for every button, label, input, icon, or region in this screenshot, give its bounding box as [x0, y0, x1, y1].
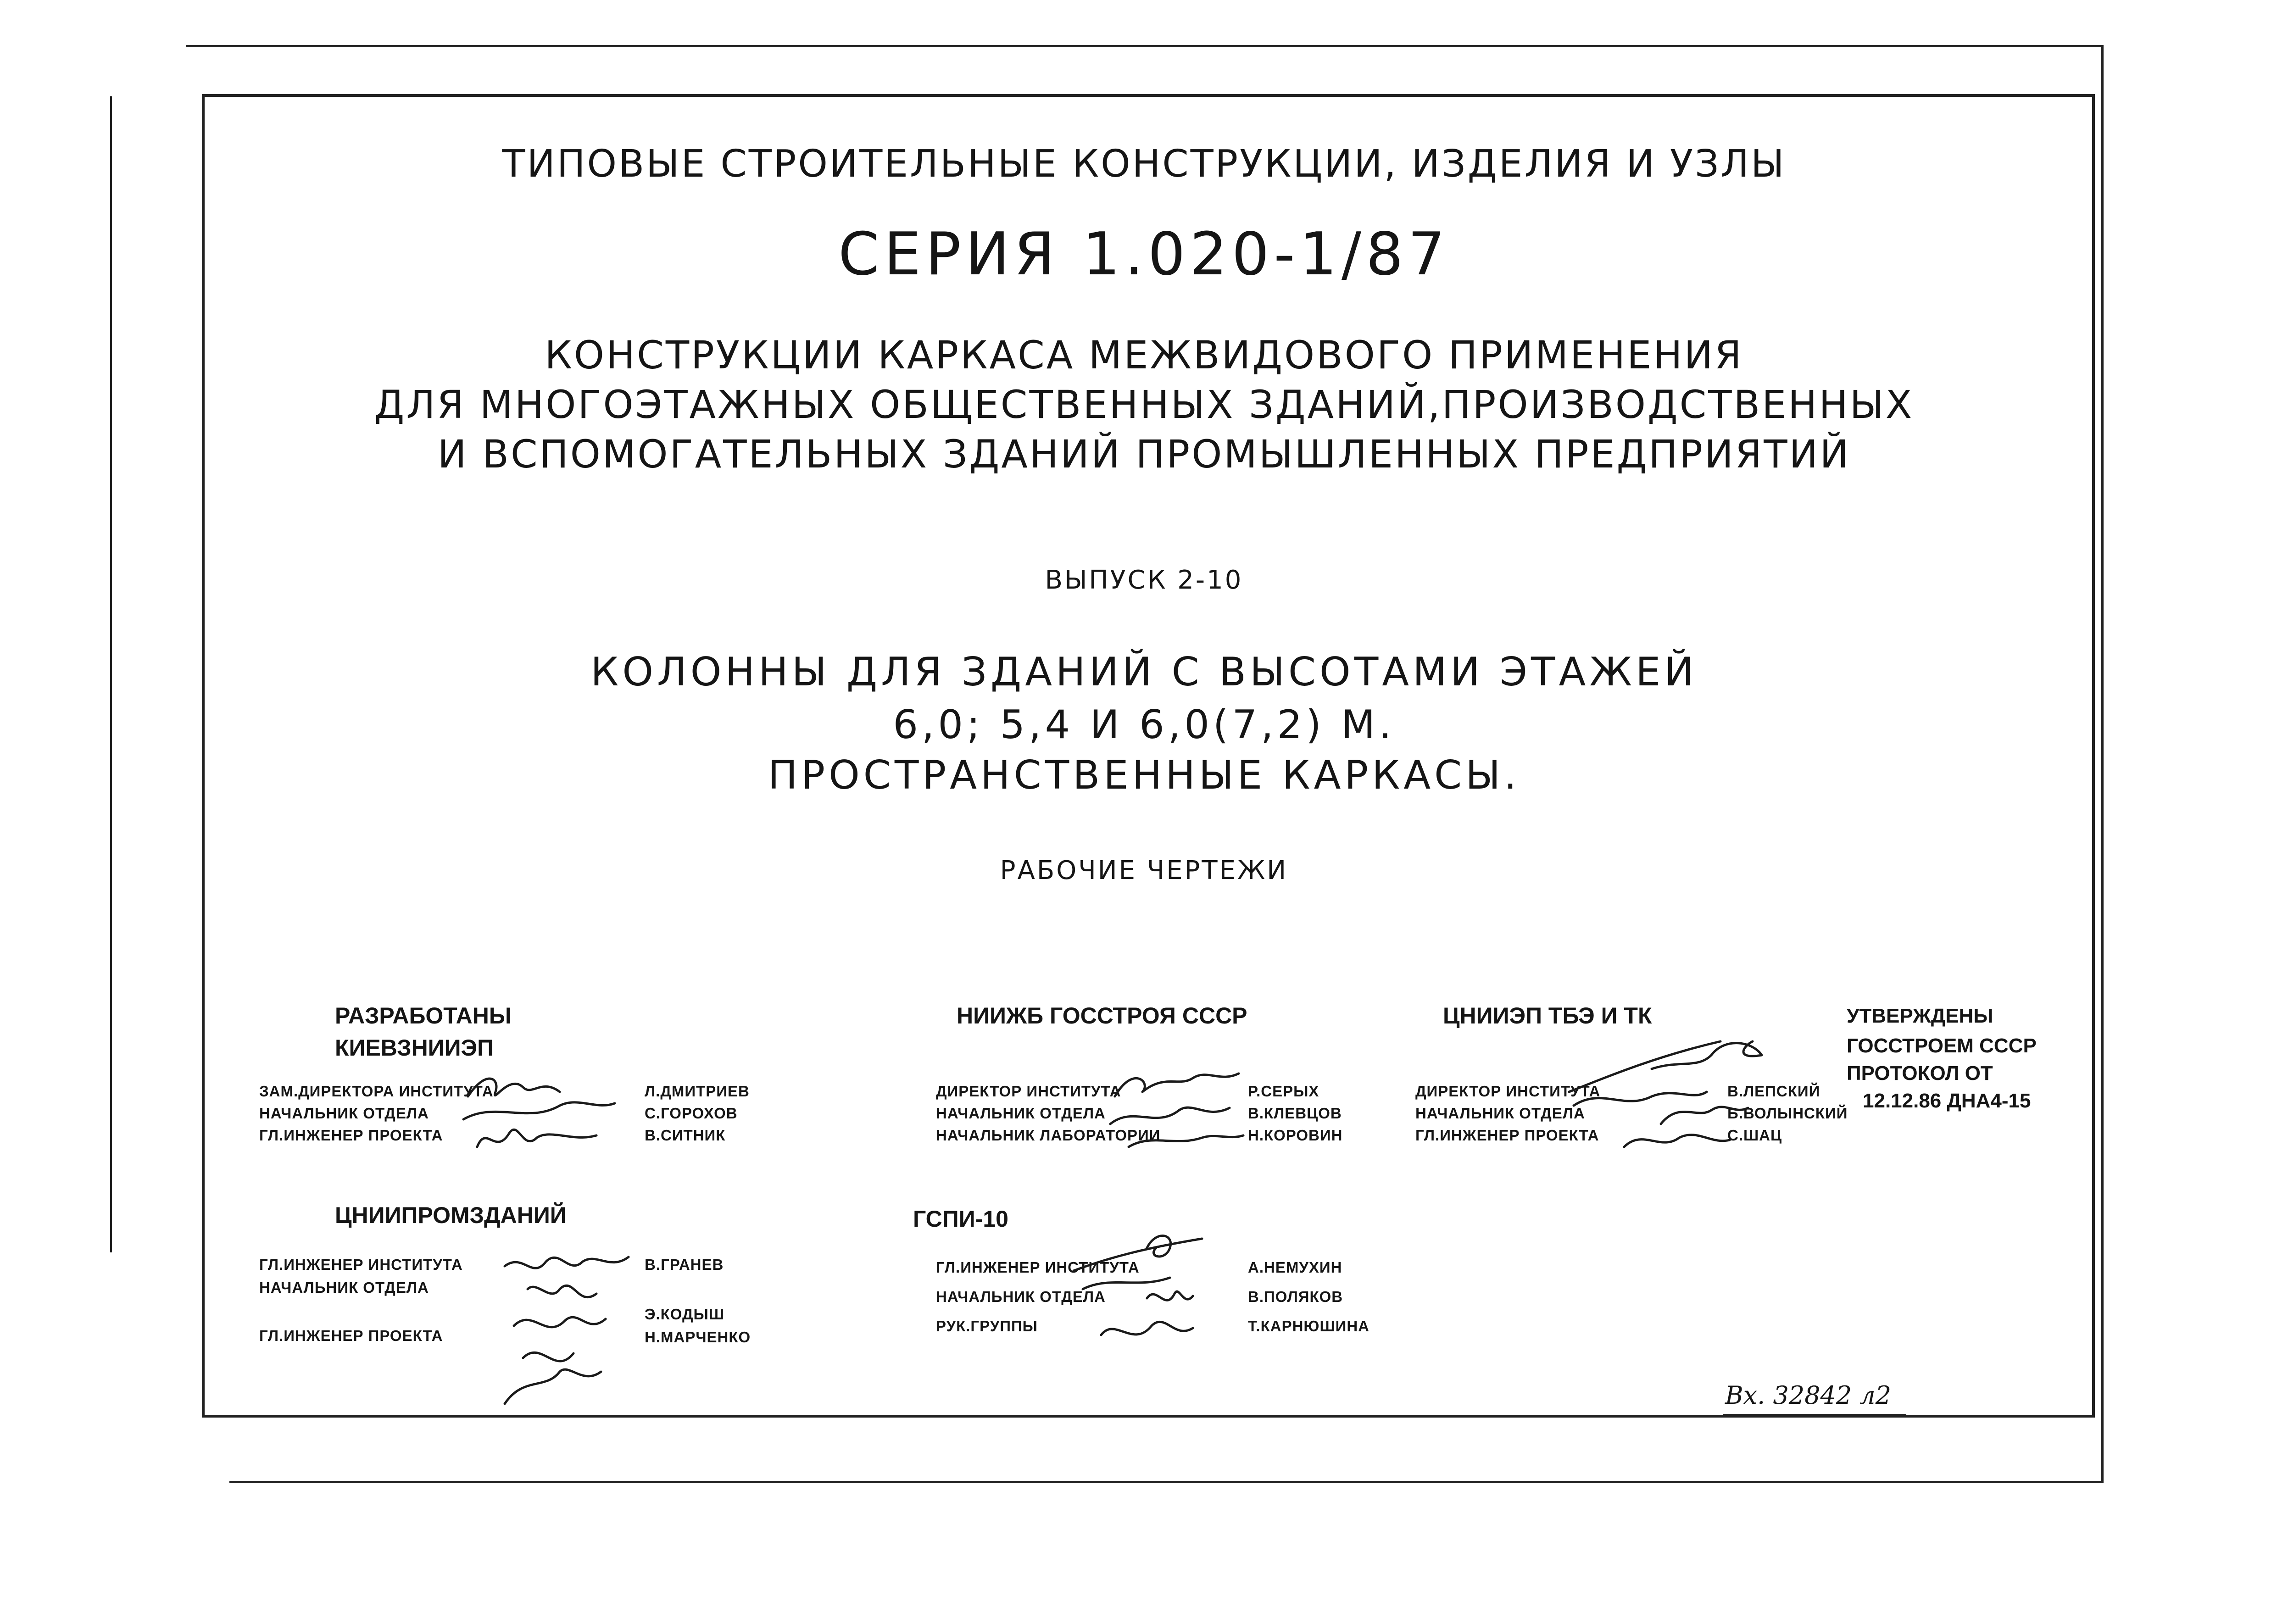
incoming-stamp: Вх. 32842 л2 — [1725, 1381, 1892, 1410]
signer-name: Э.КОДЫШ — [645, 1306, 724, 1323]
signature — [1560, 1028, 1835, 1165]
stamp-underline — [1723, 1414, 1906, 1416]
role: ГЛ.ИНЖЕНЕР ПРОЕКТА — [1415, 1127, 1599, 1144]
signer-name: Л.ДМИТРИЕВ — [645, 1083, 750, 1100]
signer-name: В.ГРАНЕВ — [645, 1256, 724, 1273]
signer-name: А.НЕМУХИН — [1248, 1259, 1342, 1276]
approved-line: ПРОТОКОЛ ОТ — [1847, 1062, 1993, 1085]
approved-line: 12.12.86 ДНА4-15 — [1863, 1090, 2031, 1112]
signer-name: Р.СЕРЫХ — [1248, 1083, 1319, 1100]
role: НАЧАЛЬНИК ОТДЕЛА — [1415, 1105, 1585, 1122]
signer-name: В.ПОЛЯКОВ — [1248, 1288, 1343, 1305]
role: ЗАМ.ДИРЕКТОРА ИНСТИТУТА — [259, 1083, 494, 1100]
signer-name: В.ЛЕПСКИЙ — [1727, 1083, 1820, 1100]
title-line-1: КОНСТРУКЦИИ КАРКАСА МЕЖВИДОВОГО ПРИМЕНЕНИЯ — [545, 333, 1743, 378]
bottom-border-line — [229, 1481, 2104, 1483]
signature — [1064, 1220, 1257, 1358]
tsniipromzdaniy-org: ЦНИИПРОМЗДАНИЙ — [335, 1202, 567, 1228]
role: НАЧАЛЬНИК ОТДЕЛА — [936, 1288, 1106, 1305]
role: ДИРЕКТОР ИНСТИТУТА — [936, 1083, 1121, 1100]
signer-name: Т.КАРНЮШИНА — [1248, 1318, 1369, 1335]
role: НАЧАЛЬНИК ОТДЕЛА — [259, 1105, 429, 1122]
signature — [1101, 1055, 1248, 1156]
approved-line: ГОССТРОЕМ СССР — [1847, 1034, 2037, 1057]
signature — [495, 1239, 642, 1413]
top-border-line — [186, 45, 2104, 47]
title-line-2: ДЛЯ МНОГОЭТАЖНЫХ ОБЩЕСТВЕННЫХ ЗДАНИЙ,ПРОИЗВОДСТВЕННЫХ — [374, 382, 1914, 427]
role: ГЛ.ИНЖЕНЕР ПРОЕКТА — [259, 1127, 443, 1144]
working-drawings-label: РАБОЧИЕ ЧЕРТЕЖИ — [1000, 856, 1288, 885]
gspi-org: ГСПИ-10 — [913, 1206, 1008, 1232]
issue-number: ВЫПУСК 2-10 — [1045, 565, 1243, 595]
signer-name: Н.МАРЧЕНКО — [645, 1329, 751, 1346]
signer-name: Б.ВОЛЫНСКИЙ — [1727, 1105, 1848, 1122]
developed-org: КИЕВЗНИИЭП — [335, 1035, 494, 1061]
signer-name: В.СИТНИК — [645, 1127, 726, 1144]
series-number: СЕРИЯ 1.020-1/87 — [838, 220, 1450, 289]
tsniiep-org: ЦНИИЭП ТБЭ И ТК — [1443, 1003, 1652, 1029]
role: РУК.ГРУППЫ — [936, 1318, 1038, 1335]
developed-label: РАЗРАБОТАНЫ — [335, 1003, 512, 1029]
subtitle-line-2: 6,0; 5,4 И 6,0(7,2) М. — [893, 702, 1395, 748]
signer-name: С.ГОРОХОВ — [645, 1105, 738, 1122]
subtitle-line-3: ПРОСТРАНСТВЕННЫЕ КАРКАСЫ. — [768, 752, 1520, 798]
role: ДИРЕКТОР ИНСТИТУТА — [1415, 1083, 1601, 1100]
signer-name: Н.КОРОВИН — [1248, 1127, 1343, 1144]
title-line-3: И ВСПОМОГАТЕЛЬНЫХ ЗДАНИЙ ПРОМЫШЛЕННЫХ ПРЕДПРИЯТИЙ — [437, 432, 1851, 477]
role: ГЛ.ИНЖЕНЕР ПРОЕКТА — [259, 1327, 443, 1344]
header-line-1: ТИПОВЫЕ СТРОИТЕЛЬНЫЕ КОНСТРУКЦИИ, ИЗДЕЛИЯ И УЗЛЫ — [502, 142, 1786, 186]
signer-name: В.КЛЕВЦОВ — [1248, 1105, 1342, 1122]
role: НАЧАЛЬНИК ЛАБОРАТОРИИ — [936, 1127, 1161, 1144]
signature — [459, 1060, 642, 1165]
approved-line: УТВЕРЖДЕНЫ — [1847, 1005, 1993, 1027]
role: ГЛ.ИНЖЕНЕР ИНСТИТУТА — [259, 1256, 463, 1273]
role: НАЧАЛЬНИК ОТДЕЛА — [259, 1279, 429, 1296]
signer-name: С.ШАЦ — [1727, 1127, 1782, 1144]
role: ГЛ.ИНЖЕНЕР ИНСТИТУТА — [936, 1259, 1140, 1276]
niizhb-org: НИИЖБ ГОССТРОЯ СССР — [957, 1003, 1247, 1029]
role: НАЧАЛЬНИК ОТДЕЛА — [936, 1105, 1106, 1122]
subtitle-line-1: КОЛОННЫ ДЛЯ ЗДАНИЙ С ВЫСОТАМИ ЭТАЖЕЙ — [590, 649, 1698, 695]
